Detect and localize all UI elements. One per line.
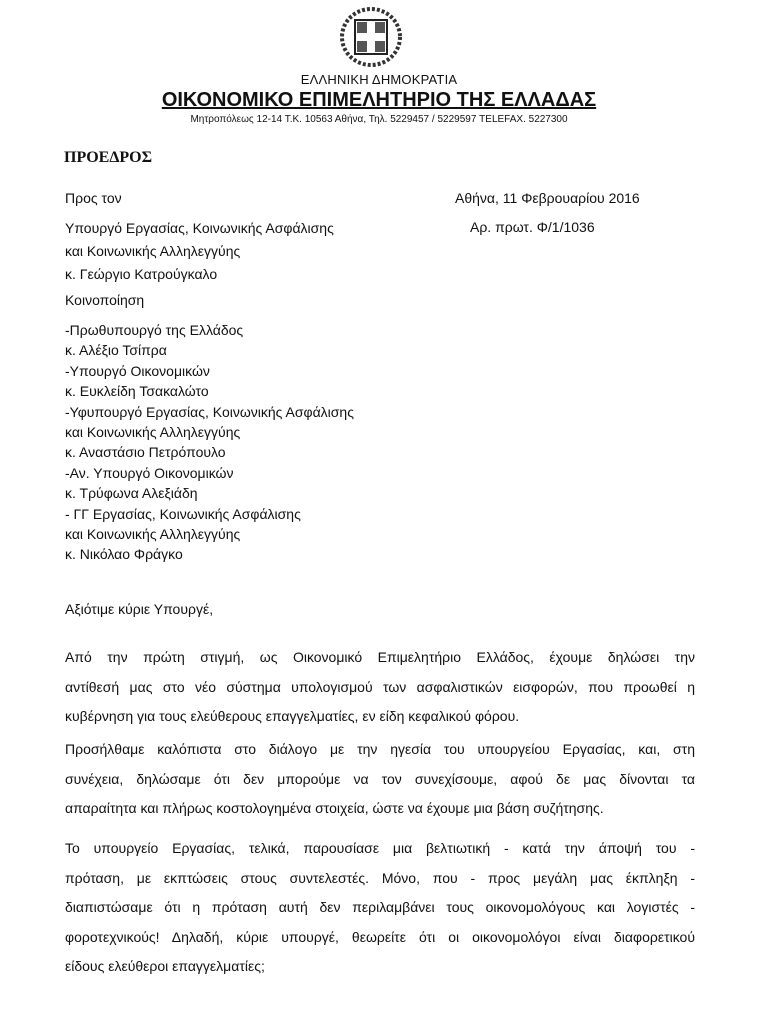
- organization-name: ΟΙΚΟΝΟΜΙΚΟ ΕΠΙΜΕΛΗΤΗΡΙΟ ΤΗΣ ΕΛΛΑΔΑΣ: [161, 89, 597, 111]
- paragraph-line: διαπιστώσαμε ότι η πρόταση αυτή δεν περιλαμβάνει τους οικονομολόγους και λογιστές -: [65, 899, 695, 916]
- cc-line: κ. Τρύφωνα Αλεξιάδη: [65, 485, 198, 502]
- cc-line: κ. Νικόλαο Φράγκο: [65, 546, 183, 563]
- cc-line: κ. Αναστάσιο Πετρόπουλο: [65, 444, 226, 461]
- protocol-number: Αρ. πρωτ. Φ/1/1036: [470, 219, 595, 235]
- recipient-block: [65, 217, 334, 286]
- cc-line: κ. Αλέξιο Τσίπρα: [65, 342, 167, 359]
- paragraph-line: είδους ελεύθεροι επαγγελματίες;: [65, 958, 265, 975]
- cc-line: -Υφυπουργό Εργασίας, Κοινωνικής Ασφάλισης: [65, 403, 354, 420]
- cc-label: Κοινοποίηση: [65, 292, 145, 308]
- sender-title: ΠΡΟΕΔΡΟΣ: [64, 149, 153, 166]
- paragraph-2: [65, 739, 695, 828]
- recipient-line: Υπουργό Εργασίας, Κοινωνικής Ασφάλισης: [65, 220, 334, 236]
- paragraph-line: Το υπουργείο Εργασίας, τελικά, παρουσίασε μια βελτιωτική - κατά την άποψή του -: [65, 840, 695, 856]
- cc-line: -Υπουργό Οικονομικών: [65, 362, 210, 379]
- paragraph-line: αντίθεσή μας στο νέο σύστημα υπολογισμού των ασφαλιστικών εισφορών, που προωθεί η: [65, 678, 695, 695]
- paragraph-line: Από την πρώτη στιγμή, ως Οικονομικό Επιμελητήριο Ελλάδος, έχουμε δηλώσει την: [65, 649, 695, 665]
- cc-line: κ. Ευκλείδη Τσακαλώτο: [65, 383, 209, 400]
- recipient-to: Προς τον: [65, 190, 122, 206]
- cc-line: -Πρωθυπουργό της Ελλάδος: [65, 322, 244, 338]
- cc-line: - ΓΓ Εργασίας, Κοινωνικής Ασφάλισης: [65, 505, 301, 522]
- recipient-line: κ. Γεώργιο Κατρούγκαλο: [65, 266, 218, 282]
- paragraph-line: κυβέρνηση για τους ελεύθερους επαγγελματίες, εν είδη κεφαλικού φόρου.: [65, 708, 520, 725]
- republic-heading: ΕΛΛΗΝΙΚΗ ΔΗΜΟΚΡΑΤΙΑ: [300, 72, 458, 87]
- letter-date: Αθήνα, 11 Φεβρουαρίου 2016: [455, 190, 640, 206]
- paragraph-1: [65, 647, 695, 736]
- cc-line: και Κοινωνικής Αλληλεγγύης: [65, 526, 241, 543]
- paragraph-line: συνέχεια, δηλώσαμε ότι δεν μπορούμε να τον συνεχίσουμε, αφού δε μας δίνονται τα: [65, 770, 695, 787]
- recipient-line: και Κοινωνικής Αλληλεγγύης: [65, 243, 241, 259]
- paragraph-line: πρόταση, με εκπτώσεις στους συντελεστές. Μόνο, που - προς μεγάλη μας έκπληξη -: [65, 869, 695, 886]
- cc-line: -Αν. Υπουργό Οικονομικών: [65, 464, 234, 481]
- paragraph-line: Προσήλθαμε καλόπιστα στο διάλογο με την ηγεσία του υπουργείου Εργασίας, και, στη: [65, 741, 695, 757]
- paragraph-line: απαραίτητα και πλήρως κοστολογημένα στοιχεία, ώστε να έχουμε μια βάση συζήτησης.: [65, 800, 604, 817]
- paragraph-line: φοροτεχνικούς! Δηλαδή, κύριε υπουργέ, θεωρείτε ότι οι οικονομολόγοι είναι διαφορετικού: [65, 928, 695, 945]
- salutation: Αξιότιμε κύριε Υπουργέ,: [65, 601, 214, 617]
- paragraph-3: [65, 838, 695, 986]
- greek-coat-of-arms-seal: [338, 6, 404, 68]
- cc-line: και Κοινωνικής Αλληλεγγύης: [65, 424, 241, 441]
- organization-address: Μητροπόλεως 12-14 Τ.Κ. 10563 Αθήνα, Τηλ. 5229457 / 5229597 TELEFAX. 5227300: [190, 114, 568, 125]
- cc-list: [65, 320, 354, 565]
